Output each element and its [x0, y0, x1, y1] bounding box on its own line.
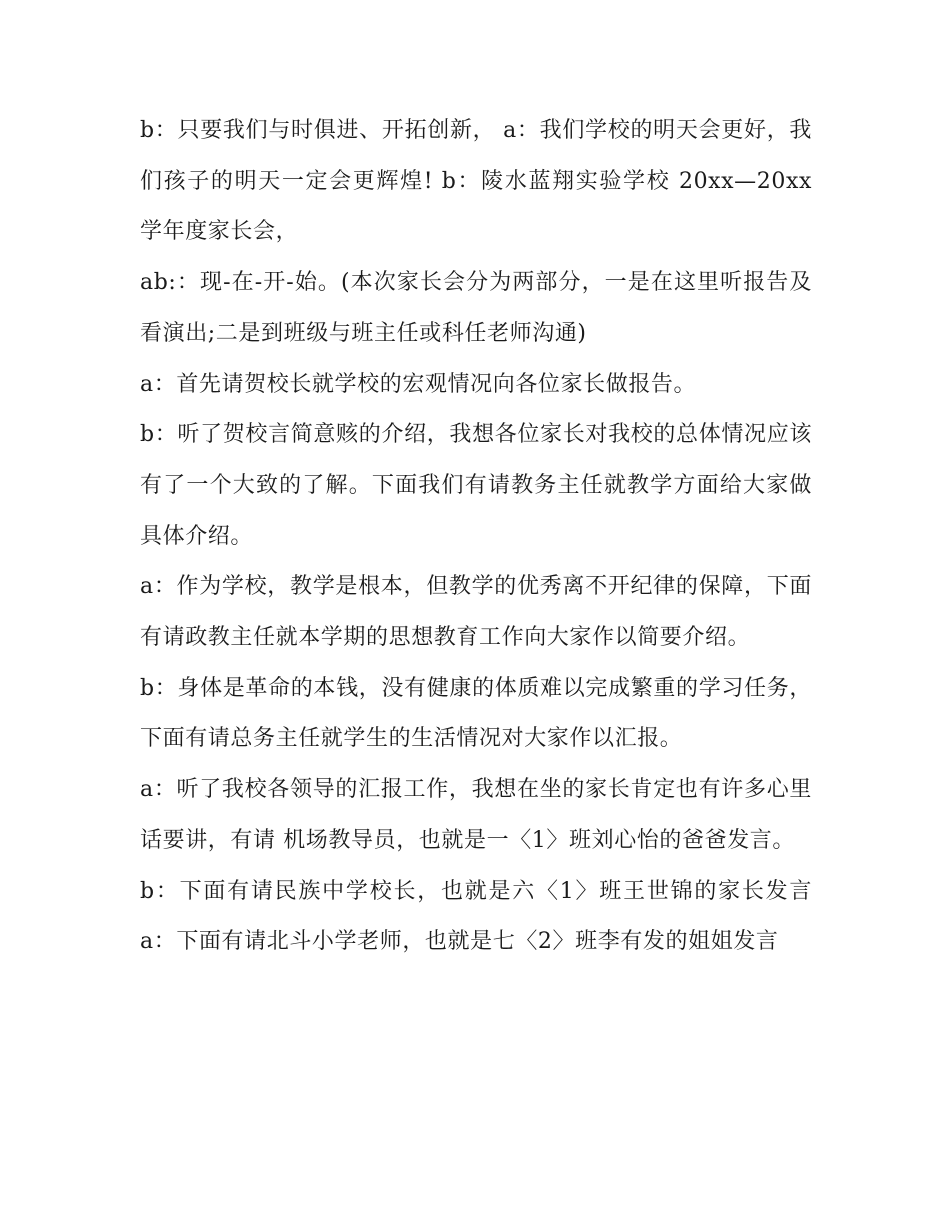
document-body: [140, 106, 812, 968]
paragraph-5: a：作为学校，教学是根本，但教学的优秀离不开纪律的保障，下面有请政教主任就本学期的思想教育工作向大家作以简要介绍。: [140, 574, 812, 651]
paragraph-6: b：身体是革命的本钱，没有健康的体质难以完成繁重的学习任务，下面有请总务主任就学生的生活情况对大家作以汇报。: [140, 675, 812, 752]
paragraph-4: b：听了贺校言简意赅的介绍，我想各位家长对我校的总体情况应该有了一个大致的了解。下面我们有请教务主任就教学方面给大家做具体介绍。: [140, 422, 812, 549]
paragraph-7: a：听了我校各领导的汇报工作，我想在坐的家长肯定也有许多心里话要讲，有请 机场教导员，也就是一〈1〉班刘心怡的爸爸发言。: [140, 777, 812, 853]
paragraph-1: b：只要我们与时俱进、开拓创新， a：我们学校的明天会更好，我们孩子的明天一定会更辉煌! b：陵水蓝翔实验学校 20xx—20xx 学年度家长会，: [140, 118, 812, 245]
paragraph-3: a：首先请贺校长就学校的宏观情况向各位家长做报告。: [140, 371, 697, 397]
paragraph-8: b：下面有请民族中学校长，也就是六〈1〉班王世锦的家长发言 a：下面有请北斗小学老师，也就是七〈2〉班李有发的姐姐发言: [140, 878, 812, 955]
paragraph-2: ab:：现-在-开-始。(本次家长会分为两部分，一是在这里听报告及看演出;二是到班级与班主任或科任老师沟通): [140, 270, 812, 346]
